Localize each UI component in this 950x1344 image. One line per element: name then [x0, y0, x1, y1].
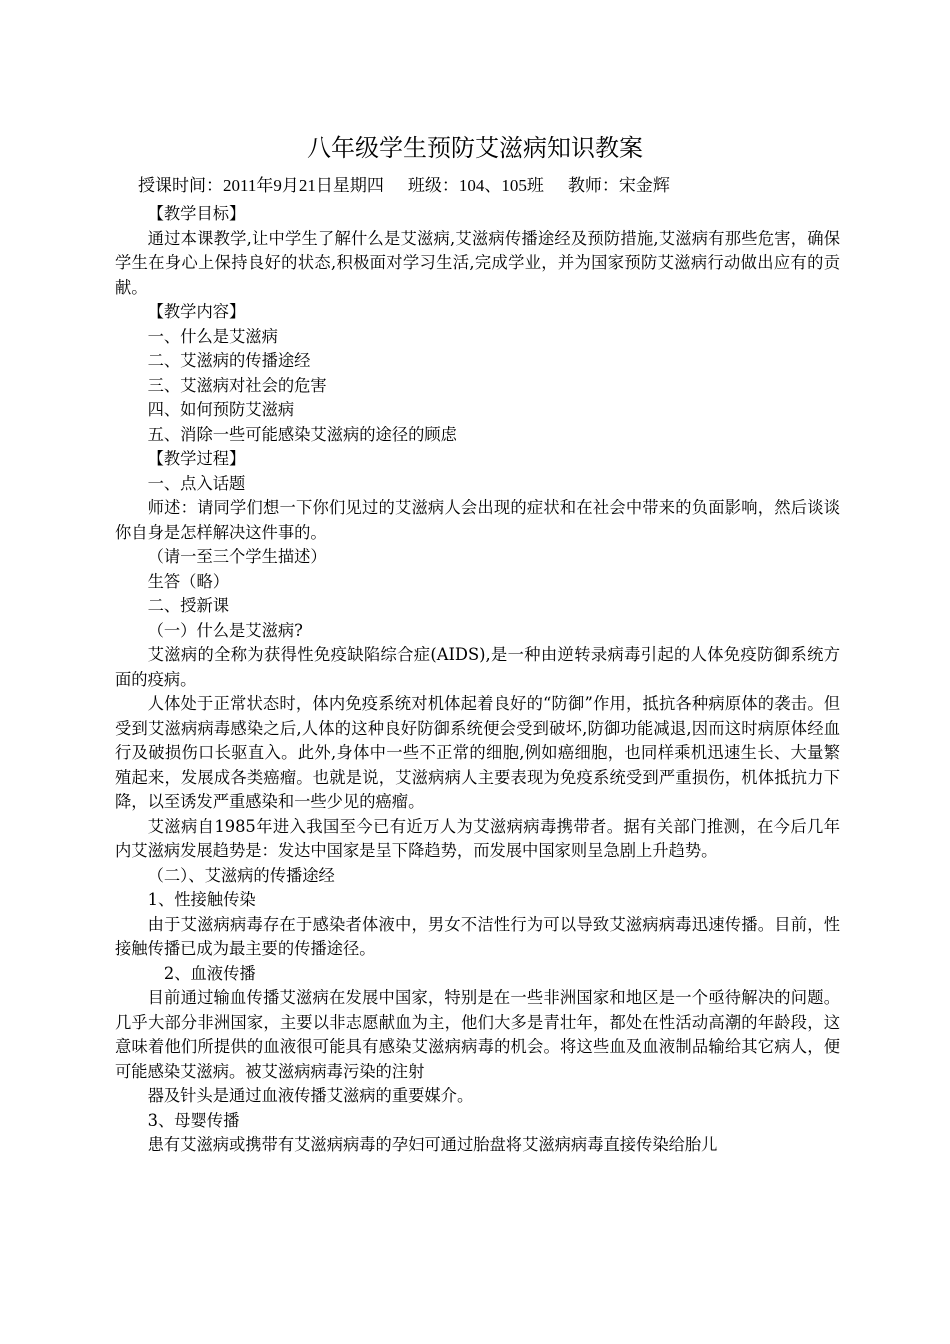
subsection-heading-what-is-aids: （一）什么是艾滋病? — [147, 620, 303, 640]
process-step-1: 一、点入话题 — [147, 473, 246, 493]
paragraph-objectives: 通过本课教学,让中学生了解什么是艾滋病,艾滋病传播途经及预防措施,艾滋病有那些危害，确保学生在身心上保持良好的状态,积极面对学习生活,完成学业，并为国家预防艾滋病行动做出应有的贡献。 — [115, 228, 840, 297]
paragraph-blood-transmission-cont: 器及针头是通过血液传播艾滋病的重要媒介。 — [147, 1086, 474, 1105]
paragraph-student-answer: 生答（略） — [147, 571, 230, 591]
paragraph-aids-in-china: 艾滋病自1985年进入我国至今已有近万人为艾滋病病毒携带者。据有关部门推测，在今后几年内艾滋病发展趋势是：发达中国家是呈下降趋势，而发展中国家则呈急剧上升趋势。 — [115, 816, 840, 860]
subsection-heading-transmission: （二）、艾滋病的传播途经 — [147, 865, 335, 885]
content-item-3: 三、艾滋病对社会的危害 — [147, 375, 327, 395]
document-title: 八年级学生预防艾滋病知识教案 — [307, 136, 643, 162]
transmission-heading-blood: 2、血液传播 — [163, 963, 256, 983]
transmission-heading-mother-child: 3、母婴传播 — [147, 1110, 240, 1130]
paragraph-immune-system: 人体处于正常状态时，体内免疫系统对机体起着良好的“防御”作用，抵抗各种病原体的袭击。但受到艾滋病病毒感染之后,人体的这种良好防御系统便会受到破坏,防御功能减退,因而这时病原体经血行及破损伤口长驱直入。此外,身体中一些不正常的细胞,例如癌细胞，也同样乘机迅速生长、大量繁殖起来，发展成各类癌瘤。也就是说，艾滋病病人主要表现为免疫系统受到严重损伤，机体抵抗力下降，以至诱发严重感染和一些少见的癌瘤。 — [115, 694, 840, 811]
lesson-time: 授课时间：2011年9月21日星期四 — [138, 176, 384, 195]
section-heading-process: 【教学过程】 — [147, 449, 246, 468]
paragraph-student-prompt: （请一至三个学生描述） — [147, 547, 327, 566]
transmission-heading-sexual: 1、性接触传染 — [147, 890, 256, 909]
content-item-4: 四、如何预防艾滋病 — [147, 400, 295, 419]
paragraph-aids-definition: 艾滋病的全称为获得性免疫缺陷综合症(AIDS),是一种由逆转录病毒引起的人体免疫防御系统方面的疫病。 — [115, 645, 840, 689]
teacher-name: 教师：宋金辉 — [567, 176, 670, 195]
content-item-2: 二、艾滋病的传播途经 — [147, 351, 311, 370]
content-item-1: 一、什么是艾滋病 — [147, 326, 278, 346]
paragraph-blood-transmission: 目前通过输血传播艾滋病在发展中国家，特别是在一些非洲国家和地区是一个亟待解决的问题。几乎大部分非洲国家，主要以非志愿献血为主，他们大多是青壮年，都处在性活动高潮的年龄段，这意味着他们所提供的血液很可能具有感染艾滋病病毒的机会。将这些血及血液制品输给其它病人，便可能感染艾滋病。被艾滋病病毒污染的注射 — [115, 988, 840, 1081]
paragraph-teacher-intro: 师述：请同学们想一下你们见过的艾滋病人会出现的症状和在社会中带来的负面影响，然后谈谈你自身是怎样解决这件事的。 — [115, 498, 840, 542]
content-item-5: 五、消除一些可能感染艾滋病的途径的顾虑 — [147, 424, 457, 444]
process-step-2: 二、授新课 — [147, 596, 230, 615]
paragraph-sexual-transmission: 由于艾滋病病毒存在于感染者体液中，男女不洁性行为可以导致艾滋病病毒迅速传播。目前，性接触传播已成为最主要的传播途径。 — [115, 914, 840, 958]
section-heading-objectives: 【教学目标】 — [147, 204, 246, 223]
class-info-line — [138, 174, 694, 198]
document-body — [115, 202, 840, 1158]
class-number: 班级：104、105班 — [407, 176, 544, 195]
section-heading-content: 【教学内容】 — [147, 302, 246, 321]
paragraph-mother-child-transmission: 患有艾滋病或携带有艾滋病病毒的孕妇可通过胎盘将艾滋病病毒直接传染给胎儿 — [147, 1135, 718, 1154]
